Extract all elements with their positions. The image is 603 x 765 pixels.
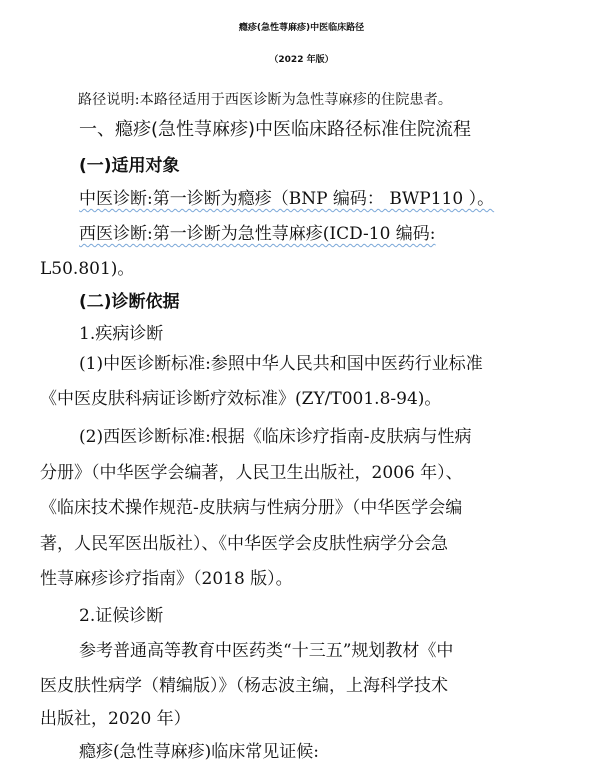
syndrome-diagnosis-item: 2.证候诊断 [79, 606, 164, 626]
wm-standard-line: 《临床技术操作规范-皮肤病与性病分册》（中华医学会编 [40, 498, 463, 518]
document-title: 瘾疹(急性荨麻疹)中医临床路径 [238, 23, 365, 33]
syndrome-reference-line: 医皮肤性病学（精编版）》（杨志波主编，上海科学技术 [40, 676, 448, 696]
path-note: 路径说明:本路径适用于西医诊断为急性荨麻疹的住院患者。 [78, 92, 453, 108]
wm-diagnosis-line: 西医诊断:第一诊断为急性荨麻疹(ICD-10 编码: [79, 224, 436, 244]
syndrome-reference-line: 出版社，2020 年） [40, 709, 191, 729]
wm-standard-line: (2)西医诊断标准:根据《临床诊疗指南-皮肤病与性病 [79, 427, 472, 447]
subsection-heading-scope: (一)适用对象 [79, 156, 180, 176]
wm-standard-line: 分册》（中华医学会编著，人民卫生出版社，2006 年）、 [40, 463, 463, 483]
syndrome-reference-line: 参考普通高等教育中医药类“十三五”规划教材《中 [79, 641, 454, 661]
wm-diagnosis-code: L50.801)。 [40, 259, 135, 279]
common-syndromes-line: 瘾疹(急性荨麻疹)临床常见证候: [79, 742, 319, 762]
tcm-standard-line: (1)中医诊断标准:参照中华人民共和国中医药行业标准 [79, 354, 483, 374]
tcm-standard-line: 《中医皮肤科病证诊断疗效标准》(ZY/T001.8-94)。 [40, 389, 442, 409]
disease-diagnosis-item: 1.疾病诊断 [79, 324, 164, 344]
section-heading: 一、瘾疹(急性荨麻疹)中医临床路径标准住院流程 [79, 119, 472, 140]
wm-standard-line: 性荨麻疹诊疗指南》（2018 版）。 [40, 569, 293, 589]
document-edition: （2022 年版） [269, 55, 334, 65]
wm-standard-line: 著，人民军医出版社）、《中华医学会皮肤性病学分会急 [40, 534, 448, 554]
tcm-diagnosis: 中医诊断:第一诊断为瘾疹（BNP 编码： BWP110 ）。 [79, 189, 495, 209]
subsection-heading-basis: (二)诊断依据 [79, 292, 180, 312]
